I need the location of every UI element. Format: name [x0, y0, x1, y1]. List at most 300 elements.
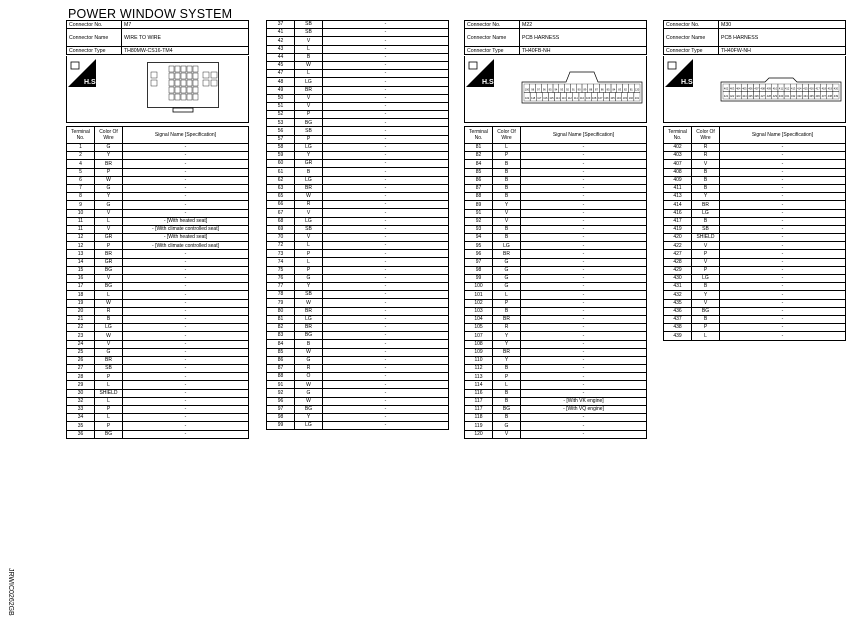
table-row: [67, 422, 249, 430]
signal-name-cell: -: [720, 315, 846, 323]
wire-color-cell: BR: [692, 201, 720, 209]
table-row: [465, 365, 647, 373]
terminal-no-cell: 95: [465, 242, 493, 250]
signal-name-cell: -: [323, 176, 449, 184]
terminal-no-cell: 1: [67, 144, 95, 152]
wire-color-cell: G: [95, 348, 123, 356]
signal-name-cell: -: [123, 381, 249, 389]
pin-number-label: 434: [803, 95, 808, 99]
table-row: [267, 266, 449, 274]
signal-name-cell: -: [720, 258, 846, 266]
wire-color-cell: G: [493, 422, 521, 430]
pin-number-label: 413: [791, 87, 796, 91]
wire-color-cell: P: [295, 135, 323, 143]
signal-name-cell: -: [521, 373, 647, 381]
pin-number-label: 408: [760, 87, 765, 91]
terminal-no-cell: 14: [67, 258, 95, 266]
terminal-no-cell: 413: [664, 193, 692, 201]
terminal-no-cell: 91: [267, 381, 295, 389]
wire-color-cell: R: [692, 144, 720, 152]
pin-number-label: 82: [624, 88, 627, 92]
table-row: [465, 217, 647, 225]
wire-color-cell: BR: [295, 86, 323, 94]
signal-name-cell: -: [123, 356, 249, 364]
wire-color-cell: P: [95, 422, 123, 430]
terminal-no-cell: 432: [664, 291, 692, 299]
table-row: [267, 405, 449, 413]
signal-name-cell: -: [323, 152, 449, 160]
signal-name-cell: -: [123, 348, 249, 356]
signal-name-cell: -: [323, 70, 449, 78]
table-row: [267, 373, 449, 381]
signal-name-cell: -: [323, 274, 449, 282]
connector-no-label: Connector No.: [664, 21, 719, 29]
pin-number-label: 436: [815, 95, 820, 99]
pin-number-label: 115: [549, 96, 554, 100]
table-row: [67, 332, 249, 340]
wire-color-cell: Y: [95, 193, 123, 201]
terminal-no-cell: 37: [267, 21, 295, 29]
table-row: [664, 283, 846, 291]
terminal-no-cell: 68: [267, 217, 295, 225]
terminal-no-cell: 42: [267, 37, 295, 45]
terminal-no-cell: 5: [67, 168, 95, 176]
table-row: [267, 168, 449, 176]
pin-number-label: 81: [629, 88, 633, 92]
wire-color-cell: R: [95, 307, 123, 315]
pin-number-label: 410: [772, 87, 778, 91]
pin-number-label: 93: [560, 88, 564, 92]
wire-color-cell: G: [95, 184, 123, 192]
connector-type-label: Connector Type: [67, 47, 122, 55]
table-row: [67, 283, 249, 291]
connector-no-label: Connector No.: [67, 21, 122, 29]
wire-color-cell: P: [692, 266, 720, 274]
wire-color-cell: B: [692, 217, 720, 225]
signal-name-cell: -: [123, 258, 249, 266]
table-row: [67, 430, 249, 438]
table-row: [465, 381, 647, 389]
wire-color-cell: Y: [692, 193, 720, 201]
terminal-no-cell: 98: [465, 266, 493, 274]
wire-color-cell: W: [295, 381, 323, 389]
wire-color-cell: BR: [95, 250, 123, 258]
signal-name-cell: - [With heated seat]: [123, 234, 249, 242]
table-row: [67, 152, 249, 160]
terminal-no-cell: 403: [664, 152, 692, 160]
terminal-no-cell: 414: [664, 201, 692, 209]
pin-number-label: 433: [797, 95, 802, 99]
table-row: [465, 144, 647, 152]
wire-color-cell: P: [692, 250, 720, 258]
terminal-no-cell: 63: [267, 184, 295, 192]
wire-color-cell: P: [295, 250, 323, 258]
table-row: [267, 299, 449, 307]
signal-name-cell: -: [521, 315, 647, 323]
signal-name-cell: -: [720, 209, 846, 217]
terminal-no-cell: 408: [664, 168, 692, 176]
table-row: [465, 299, 647, 307]
terminal-no-cell: 84: [267, 340, 295, 348]
wire-color-cell: BR: [295, 307, 323, 315]
signal-name-cell: -: [323, 78, 449, 86]
signal-name-cell: - [With VQ engine]: [521, 406, 647, 414]
table-row: [67, 381, 249, 389]
table-row: [664, 258, 846, 266]
table-row: [267, 332, 449, 340]
signal-name-cell: -: [720, 291, 846, 299]
terminal-no-cell: 419: [664, 225, 692, 233]
terminal-table-m7: [66, 126, 249, 439]
wire-color-cell: V: [295, 37, 323, 45]
table-row: [267, 201, 449, 209]
table-row: [664, 332, 846, 340]
wire-color-cell: LG: [692, 275, 720, 283]
table-row: [465, 152, 647, 160]
pin-number-label: 87: [595, 88, 598, 92]
terminal-no-cell: 81: [267, 315, 295, 323]
terminal-no-cell: 32: [67, 397, 95, 405]
terminal-no-cell: 62: [267, 176, 295, 184]
table-row: [465, 242, 647, 250]
table-row: [67, 356, 249, 364]
signal-name-cell: -: [123, 184, 249, 192]
wire-color-cell: BR: [493, 348, 521, 356]
wire-color-cell: B: [692, 176, 720, 184]
pin-number-label: 106: [604, 96, 609, 100]
terminal-no-cell: 27: [67, 365, 95, 373]
terminal-no-cell: 41: [267, 29, 295, 37]
terminal-no-cell: 15: [67, 266, 95, 274]
pin-number-label: 84: [612, 88, 616, 92]
table-row: [465, 258, 647, 266]
terminal-no-cell: 53: [267, 119, 295, 127]
wire-color-cell: R: [295, 364, 323, 372]
signal-name-cell: -: [323, 192, 449, 200]
terminal-no-cell: 26: [67, 356, 95, 364]
terminal-no-cell: 427: [664, 250, 692, 258]
terminal-no-cell: 118: [465, 414, 493, 422]
wire-color-cell: V: [295, 102, 323, 110]
signal-name-cell: -: [521, 160, 647, 168]
table-row: [465, 332, 647, 340]
table-row: [664, 209, 846, 217]
table-row: [267, 381, 449, 389]
terminal-no-cell: 23: [67, 332, 95, 340]
signal-name-cell: -: [323, 209, 449, 217]
color-of-wire-header: Color Of Wire: [95, 127, 123, 144]
signal-name-cell: -: [323, 348, 449, 356]
wire-color-cell: W: [295, 299, 323, 307]
wire-color-cell: L: [493, 381, 521, 389]
table-row: [267, 356, 449, 364]
terminal-no-cell: 28: [67, 373, 95, 381]
wire-color-cell: B: [493, 225, 521, 233]
table-row: [267, 29, 449, 37]
signal-name-cell: -: [323, 299, 449, 307]
terminal-no-cell: 89: [465, 201, 493, 209]
signal-name-cell: -: [323, 143, 449, 151]
table-row: [664, 234, 846, 242]
terminal-no-cell: 81: [465, 144, 493, 152]
table-row: [465, 209, 647, 217]
wire-color-cell: Y: [493, 201, 521, 209]
signal-name-cell: -: [323, 86, 449, 94]
wire-color-cell: B: [692, 283, 720, 291]
wire-color-cell: B: [493, 414, 521, 422]
pin-number-label: 421: [723, 95, 729, 99]
terminal-no-cell: 52: [267, 111, 295, 119]
wire-color-cell: Y: [493, 356, 521, 364]
signal-name-cell: -: [323, 307, 449, 315]
pin-number-label: 94: [554, 88, 558, 92]
table-row: [664, 160, 846, 168]
wire-color-cell: G: [493, 275, 521, 283]
terminal-no-header: Terminal No.: [67, 127, 95, 144]
wire-color-cell: LG: [295, 422, 323, 430]
connector-type-value: TH40FB-NH: [520, 47, 647, 55]
pin-number-label: 411: [778, 87, 784, 91]
signal-name-cell: -: [521, 250, 647, 258]
signal-name-cell: -: [521, 144, 647, 152]
wire-color-cell: B: [295, 168, 323, 176]
pin-number-label: 403: [729, 87, 735, 91]
terminal-no-cell: 112: [465, 365, 493, 373]
table-row: [267, 86, 449, 94]
terminal-no-cell: 11: [67, 217, 95, 225]
connector-type-value: TH40FW-NH: [719, 47, 846, 55]
terminal-no-cell: 88: [267, 373, 295, 381]
terminal-no-cell: 96: [465, 250, 493, 258]
table-row: [267, 45, 449, 53]
signal-name-cell: -: [521, 184, 647, 192]
terminal-no-cell: 10: [67, 209, 95, 217]
table-row: [465, 160, 647, 168]
pin-number-label: 416: [809, 87, 814, 91]
wire-color-cell: SB: [95, 365, 123, 373]
pin-number-label: 107: [598, 96, 603, 100]
pin-number-label: 83: [618, 88, 622, 92]
table-row: [267, 135, 449, 143]
wire-color-cell: B: [295, 53, 323, 61]
table-row: [267, 102, 449, 110]
pin-number-label: 113: [561, 96, 566, 100]
signal-name-cell: -: [123, 324, 249, 332]
signal-name-cell: -: [323, 184, 449, 192]
wire-color-cell: SB: [692, 225, 720, 233]
terminal-no-cell: 19: [67, 299, 95, 307]
table-row: [67, 324, 249, 332]
terminal-no-cell: 35: [67, 422, 95, 430]
wire-color-cell: LG: [295, 78, 323, 86]
signal-name-cell: -: [720, 266, 846, 274]
wire-color-cell: G: [295, 389, 323, 397]
terminal-no-cell: 96: [267, 397, 295, 405]
table-row: [267, 422, 449, 430]
wire-color-cell: L: [493, 144, 521, 152]
pin-number-label: 404: [736, 87, 741, 91]
pin-number-label: 117: [537, 96, 542, 100]
terminal-no-cell: 105: [465, 324, 493, 332]
signal-name-cell: -: [521, 291, 647, 299]
table-row: [465, 275, 647, 283]
terminal-no-cell: 73: [267, 250, 295, 258]
signal-name-cell: -: [521, 332, 647, 340]
pin-number-label: 438: [827, 95, 833, 99]
table-row: [267, 70, 449, 78]
signal-name-cell: -: [521, 234, 647, 242]
terminal-no-cell: 85: [465, 168, 493, 176]
terminal-no-cell: 428: [664, 258, 692, 266]
table-row: [267, 250, 449, 258]
terminal-no-cell: 51: [267, 102, 295, 110]
terminal-no-cell: 409: [664, 176, 692, 184]
pin-number-label: 101: [634, 96, 640, 100]
table-row: [465, 373, 647, 381]
terminal-no-cell: 430: [664, 275, 692, 283]
table-row: [267, 307, 449, 315]
signal-name-cell: -: [323, 127, 449, 135]
signal-name-cell: -: [123, 373, 249, 381]
terminal-no-cell: 72: [267, 242, 295, 250]
signal-name-cell: -: [521, 258, 647, 266]
table-row: [664, 275, 846, 283]
connector-name-value: WIRE TO WIRE: [122, 29, 249, 47]
table-row: [267, 225, 449, 233]
signal-name-cell: -: [720, 160, 846, 168]
terminal-no-cell: 85: [267, 348, 295, 356]
table-row: [67, 340, 249, 348]
wire-color-cell: L: [95, 414, 123, 422]
terminal-no-cell: 59: [267, 152, 295, 160]
wire-color-cell: G: [493, 283, 521, 291]
pin-number-label: 96: [542, 88, 546, 92]
terminal-no-cell: 49: [267, 86, 295, 94]
table-row: [267, 152, 449, 160]
table-row: [267, 37, 449, 45]
table-row: [267, 233, 449, 241]
signal-name-cell: -: [323, 21, 449, 29]
wire-color-cell: V: [295, 233, 323, 241]
signal-name-cell: -: [323, 29, 449, 37]
wire-color-cell: G: [295, 274, 323, 282]
pin-number-label: 409: [766, 87, 771, 91]
signal-name-cell: -: [720, 234, 846, 242]
pin-number-label: 98: [531, 88, 535, 92]
table-row: [67, 250, 249, 258]
signal-name-cell: -: [323, 201, 449, 209]
terminal-no-cell: 102: [465, 299, 493, 307]
wire-color-cell: B: [692, 315, 720, 323]
signal-name-cell: -: [323, 266, 449, 274]
table-row: [664, 193, 846, 201]
table-row: [465, 356, 647, 364]
table-row: [267, 176, 449, 184]
terminal-no-header: Terminal No.: [465, 127, 493, 144]
color-of-wire-header: Color Of Wire: [493, 127, 521, 144]
terminal-no-cell: 11: [67, 225, 95, 233]
wire-color-cell: B: [493, 160, 521, 168]
table-row: [67, 348, 249, 356]
terminal-no-cell: 110: [465, 356, 493, 364]
table-row: [67, 225, 249, 233]
wire-color-cell: BG: [95, 430, 123, 438]
table-row: [664, 201, 846, 209]
signal-name-cell: -: [521, 422, 647, 430]
connector-name-value: PCB HARNESS: [520, 29, 647, 47]
terminal-no-cell: 13: [67, 250, 95, 258]
signal-name-cell: -: [123, 152, 249, 160]
connector-image-m30: [663, 56, 846, 123]
terminal-no-cell: 82: [465, 152, 493, 160]
signal-name-cell: -: [123, 283, 249, 291]
signal-name-cell: -: [123, 144, 249, 152]
terminal-no-cell: 9: [67, 201, 95, 209]
terminal-no-cell: 61: [267, 168, 295, 176]
wire-color-cell: SB: [295, 29, 323, 37]
table-row: [465, 250, 647, 258]
wire-color-cell: GR: [95, 258, 123, 266]
wire-color-cell: P: [493, 373, 521, 381]
table-row: [267, 414, 449, 422]
signal-name-cell: -: [720, 144, 846, 152]
terminal-no-cell: 77: [267, 283, 295, 291]
table-row: [67, 258, 249, 266]
connector-image-m22: [464, 56, 647, 123]
signal-name-cell: -: [123, 340, 249, 348]
signal-name-cell: -: [720, 225, 846, 233]
signal-name-header: Signal Name [Specification]: [720, 127, 846, 144]
table-row: [67, 315, 249, 323]
wire-color-cell: LG: [493, 242, 521, 250]
wire-color-cell: BG: [95, 266, 123, 274]
signal-name-cell: -: [323, 225, 449, 233]
terminal-no-cell: 67: [267, 209, 295, 217]
pin-number-label: 439: [833, 95, 839, 99]
terminal-no-cell: 103: [465, 307, 493, 315]
wire-color-cell: BG: [493, 406, 521, 414]
signal-name-header: Signal Name [Specification]: [123, 127, 249, 144]
wire-color-cell: P: [95, 406, 123, 414]
wire-color-cell: V: [295, 209, 323, 217]
signal-name-cell: -: [521, 152, 647, 160]
table-row: [67, 234, 249, 242]
pin-number-label: 105: [610, 96, 615, 100]
pin-number-label: 430: [778, 95, 784, 99]
terminal-no-cell: 17: [67, 283, 95, 291]
terminal-no-cell: 402: [664, 144, 692, 152]
terminal-no-cell: 116: [465, 389, 493, 397]
signal-name-cell: -: [521, 389, 647, 397]
table-row: [465, 406, 647, 414]
terminal-no-cell: 431: [664, 283, 692, 291]
signal-name-cell: -: [720, 275, 846, 283]
table-row: [267, 323, 449, 331]
signal-name-cell: -: [720, 332, 846, 340]
signal-name-cell: -: [123, 299, 249, 307]
signal-name-cell: -: [123, 291, 249, 299]
pin-number-label: 102: [628, 96, 634, 100]
terminal-no-cell: 22: [67, 324, 95, 332]
wire-color-cell: P: [295, 266, 323, 274]
terminal-no-cell: 74: [267, 258, 295, 266]
wire-color-cell: B: [493, 307, 521, 315]
wire-color-cell: V: [95, 209, 123, 217]
signal-name-cell: -: [720, 201, 846, 209]
terminal-no-cell: 45: [267, 61, 295, 69]
terminal-no-cell: 91: [465, 209, 493, 217]
wire-color-cell: L: [95, 291, 123, 299]
